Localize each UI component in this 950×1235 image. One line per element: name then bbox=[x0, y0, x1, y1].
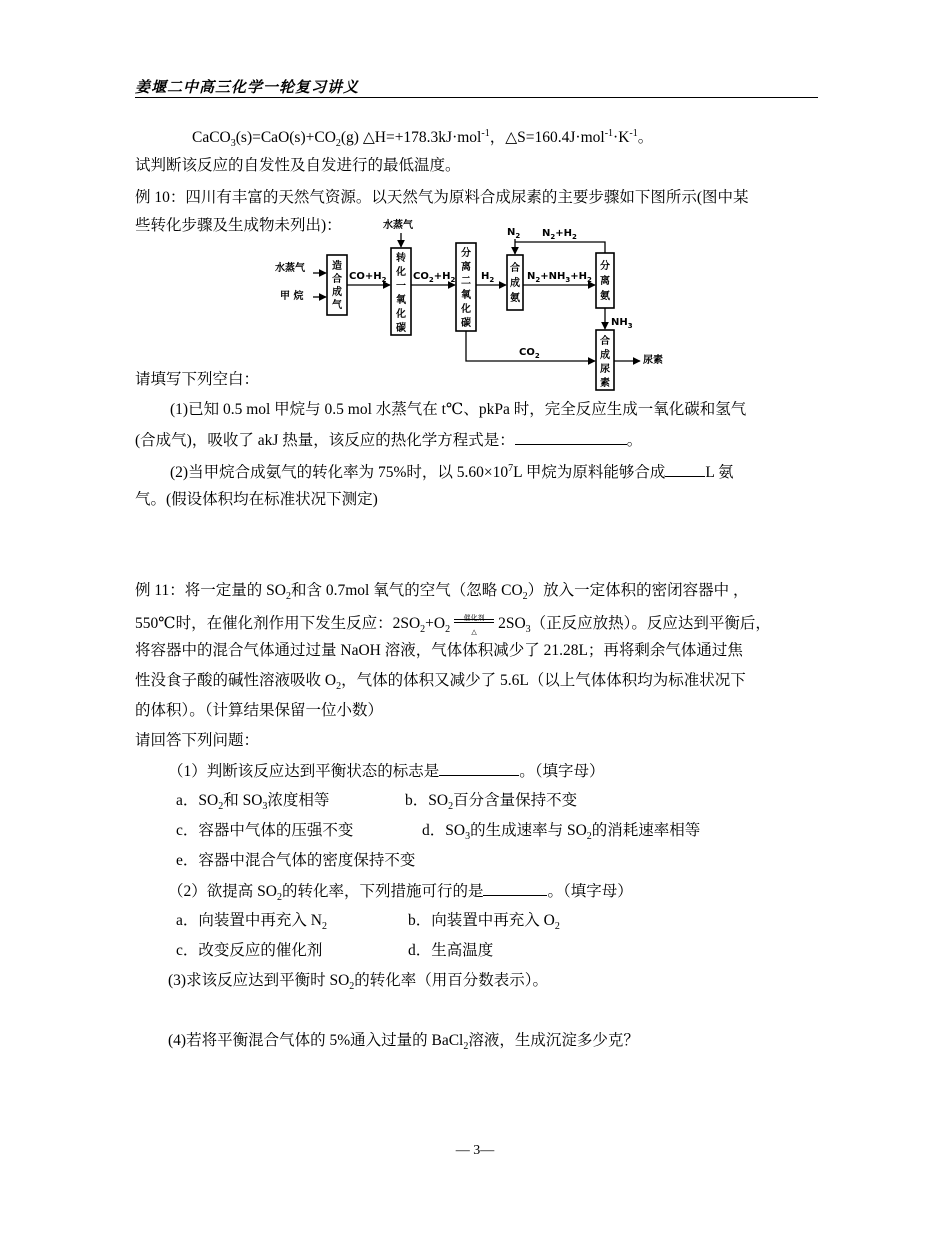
svg-text:碳: 碳 bbox=[396, 323, 406, 334]
svg-text:水蒸气: 水蒸气 bbox=[275, 263, 305, 274]
svg-text:成: 成 bbox=[510, 278, 520, 289]
page-number: — 3— bbox=[455, 1143, 495, 1158]
svg-text:N2+H2: $N_2+H_2$ bbox=[542, 228, 577, 241]
svg-text:N2: $N_2$ bbox=[507, 227, 521, 240]
ex11-line2: 550℃时，在催化剂作用下发生反应：$2SO_2+O_2$ 催化剂 △ $2SO_3$（正反应放热）。反应达到平衡后， bbox=[135, 611, 771, 634]
svg-text:甲 烷: 甲 烷 bbox=[280, 291, 304, 302]
ex10-line1: 例 10：四川有丰富的天然气资源。以天然气为原料合成尿素的主要步骤如下图所示(图中某 bbox=[135, 189, 749, 206]
svg-text:成: 成 bbox=[332, 287, 342, 298]
svg-text:化: 化 bbox=[396, 309, 406, 320]
svg-text:NH3: $NH_3$ bbox=[611, 317, 633, 330]
ex11-q2-option-a: a．向装置中再充入 $N_2$ bbox=[176, 912, 327, 933]
svg-text:素: 素 bbox=[600, 378, 610, 389]
ex11-answer-prompt: 请回答下列问题： bbox=[135, 732, 260, 749]
page-header-title: 姜堰二中高三化学一轮复习讲义 bbox=[135, 78, 360, 96]
answer-blank-ex11-q1[interactable] bbox=[439, 761, 519, 776]
svg-text:分: 分 bbox=[600, 261, 610, 272]
ex10-q2-line2: 气。(假设体积均在标准状况下测定) bbox=[135, 491, 378, 508]
ex11-line3: 将容器中的混合气体通过过量 NaOH 溶液，气体体积减少了 21.28L；再将剩余气体通过焦 bbox=[135, 642, 743, 659]
svg-text:化: 化 bbox=[461, 304, 471, 315]
answer-blank-ex11-q2[interactable] bbox=[483, 881, 547, 896]
svg-text:H2: $H_2$ bbox=[481, 271, 495, 284]
catalyst-arrow: 催化剂 △ bbox=[452, 611, 496, 631]
ex11-line1: 例 11：将一定量的 $SO_2$和含 0.7mol 氧气的空气（忽略 $CO_2$）放入一定体积的密闭容器中 ， bbox=[135, 582, 749, 603]
svg-text:尿: 尿 bbox=[600, 364, 610, 375]
svg-text:氨: 氨 bbox=[600, 291, 610, 302]
ex11-q1-option-a: a．$SO_2$和 $SO_3$浓度相等 bbox=[176, 792, 330, 813]
svg-text:造: 造 bbox=[332, 261, 342, 272]
ex11-q1-option-c: c．容器中气体的压强不变 bbox=[176, 822, 354, 839]
svg-text:氧: 氧 bbox=[396, 295, 406, 306]
svg-text:离: 离 bbox=[600, 276, 610, 287]
ex10-q2: (2)当甲烷合成氨气的转化率为 75%时，以 $5.60\times 10^7L$ 甲烷为原料能够合成 L 氨 bbox=[170, 462, 734, 481]
ex11-q2-option-c: c．改变反应的催化剂 bbox=[176, 942, 323, 959]
ex11-q4: (4)若将平衡混合气体的 5%通入过量的 BaCl$_2$溶液，生成沉淀多少克？ bbox=[168, 1032, 639, 1053]
svg-text:分: 分 bbox=[461, 248, 471, 259]
svg-text:氨: 氨 bbox=[510, 293, 520, 304]
ex11-q1-option-d: d．$SO_3$的生成速率与 $SO_2$的消耗速率相等 bbox=[422, 822, 701, 843]
svg-text:CO+H2: $CO+H_2$ bbox=[349, 271, 387, 284]
svg-text:尿素: 尿素 bbox=[643, 355, 663, 366]
svg-text:二: 二 bbox=[461, 276, 471, 287]
svg-text:水蒸气: 水蒸气 bbox=[383, 220, 413, 231]
answer-blank-q1[interactable] bbox=[515, 430, 627, 445]
svg-text:离: 离 bbox=[461, 262, 471, 273]
svg-text:一: 一 bbox=[396, 281, 406, 292]
svg-text:CO2: $CO_2$ bbox=[519, 347, 540, 360]
svg-text:氧: 氧 bbox=[461, 290, 471, 301]
ex11-q2: （2）欲提高 $SO_2$的转化率，下列措施可行的是 。（填字母） bbox=[168, 883, 633, 904]
ex11-q2-option-d: d．生高温度 bbox=[408, 942, 494, 959]
svg-text:CO2+H2: $CO_2+H_2$ bbox=[413, 271, 456, 284]
intro-question: 试判断该反应的自发性及自发进行的最低温度。 bbox=[135, 157, 461, 174]
svg-text:N2+NH3+H2: $N_2+NH_3+H_2$ bbox=[527, 271, 592, 284]
urea-synthesis-flowchart bbox=[265, 215, 685, 393]
svg-text:合: 合 bbox=[332, 274, 342, 285]
ex11-q1: （1）判断该反应达到平衡状态的标志是 。（填字母） bbox=[168, 763, 605, 780]
ex11-q3: (3)求该反应达到平衡时 $SO_2$的转化率（用百分数表示）。 bbox=[168, 972, 549, 993]
ex11-q1-option-e: e．容器中混合气体的密度保持不变 bbox=[176, 852, 416, 869]
svg-text:化: 化 bbox=[396, 267, 406, 278]
svg-text:转: 转 bbox=[396, 253, 406, 264]
ex10-q1-line1: (1)已知 0.5 mol 甲烷与 0.5 mol 水蒸气在 t℃、pkPa 时，完全反应生成一氧化碳和氢气 bbox=[170, 401, 747, 418]
answer-blank-q2[interactable] bbox=[665, 462, 705, 477]
header-rule bbox=[135, 97, 818, 98]
ex10-q1-line2: (合成气)，吸收了 akJ 热量，该反应的热化学方程式是： 。 bbox=[135, 432, 643, 449]
intro-equation: $CaCO_3(s)=CaO(s)+CO_2(g)$ △H=+178.3kJ·mol$^{-1}$，$\triangle S=160.4J\cdot mol^{-1}\cdot K^{-1}$。 bbox=[192, 127, 654, 150]
svg-text:碳: 碳 bbox=[461, 318, 471, 329]
ex11-line4: 性没食子酸的碱性溶液吸收 $O_2$，气体的体积又减少了 5.6L（以上气体体积均为标准状况下 bbox=[135, 672, 746, 693]
svg-text:合: 合 bbox=[510, 263, 520, 274]
svg-text:合: 合 bbox=[600, 336, 610, 347]
ex11-line5: 的体积）。（计算结果保留一位小数） bbox=[135, 702, 384, 719]
svg-text:气: 气 bbox=[332, 300, 342, 311]
ex10-line2: 些转化步骤及生成物未列出)： bbox=[135, 217, 342, 234]
svg-text:成: 成 bbox=[600, 350, 610, 361]
ex10-fill-prompt: 请填写下列空白： bbox=[135, 371, 260, 388]
ex11-q2-option-b: b．向装置中再充入 $O_2$ bbox=[408, 912, 560, 933]
ex11-q1-option-b: b．$SO_2$百分含量保持不变 bbox=[405, 792, 578, 813]
